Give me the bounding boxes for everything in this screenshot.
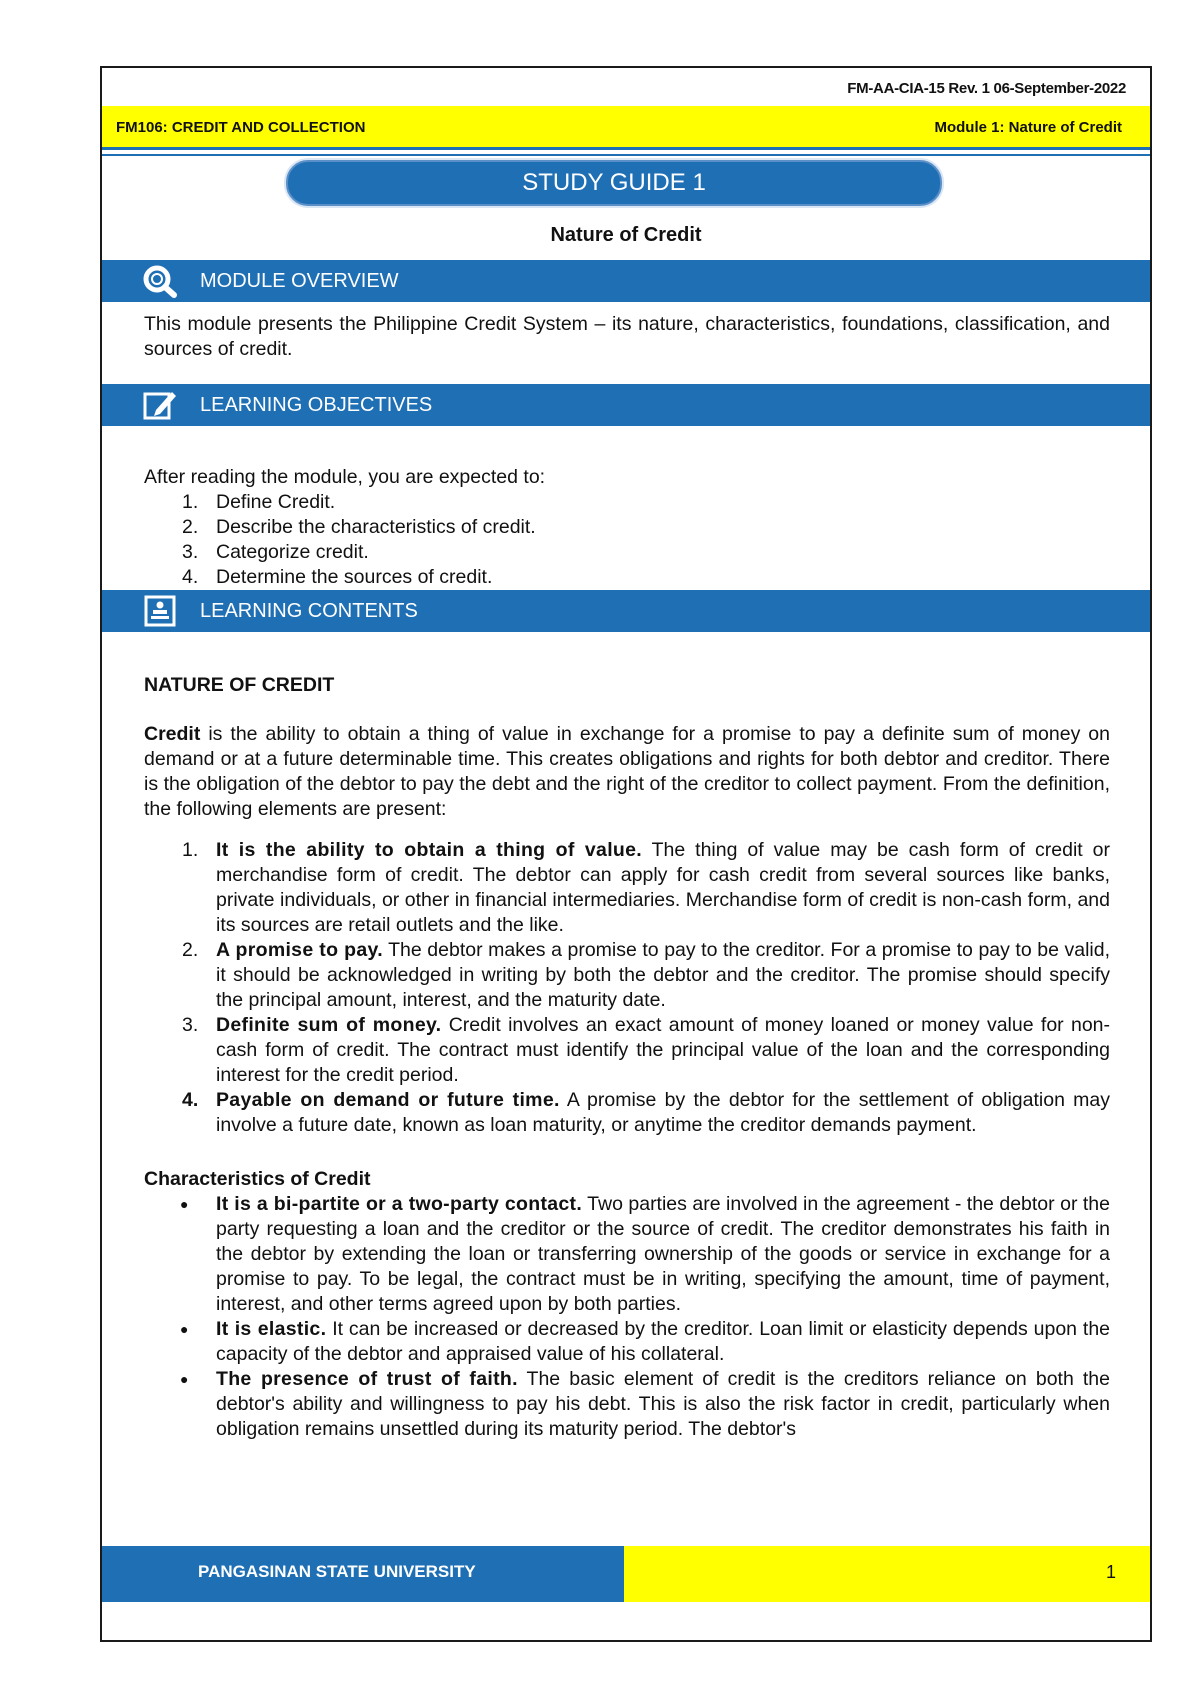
course-header bbox=[102, 106, 1150, 150]
list-item bbox=[144, 490, 1110, 515]
credit-term: Credit bbox=[144, 723, 201, 745]
header-divider bbox=[102, 154, 1150, 156]
item-text: Credit involves an exact amount of money loaned or money value for non-cash form of credit. The contract must identify the principal value of the loan and the corresponding interest for the credit period. bbox=[216, 1014, 1111, 1086]
module-title: Module 1: Nature of Credit bbox=[934, 119, 1122, 136]
page-number: 1 bbox=[1105, 1562, 1116, 1582]
module-overview-label: MODULE OVERVIEW bbox=[200, 270, 399, 292]
objectives-list bbox=[144, 490, 1110, 590]
objectives-intro: After reading the module, you are expected to: bbox=[144, 466, 546, 488]
learning-contents-label: LEARNING CONTENTS bbox=[200, 600, 418, 622]
learning-contents-bar bbox=[102, 590, 1150, 632]
item-lead: A promise to pay. bbox=[216, 939, 383, 961]
list-item bbox=[144, 938, 1110, 1013]
item-lead: Definite sum of money. bbox=[216, 1014, 442, 1036]
list-item bbox=[144, 515, 1110, 540]
learning-objectives-bar bbox=[102, 384, 1150, 426]
list-item bbox=[144, 1192, 1110, 1317]
item-number: 4. bbox=[182, 566, 199, 588]
characteristics-heading: Characteristics of Credit bbox=[144, 1168, 371, 1190]
list-item bbox=[144, 838, 1110, 938]
item-lead: The presence of trust of faith. bbox=[216, 1368, 518, 1390]
item-text: Two parties are involved in the agreement - the debtor or the party requesting a loan and the creditor or the source of credit. The creditor demonstrates his faith in the debtor by extending the loan or transferring ownership of the goods or service in exchange for a promise to pay. To be legal, the contract must be in writing, specifying the amount, time of payment, interest, and other terms agreed upon by both parties. bbox=[216, 1193, 1110, 1315]
item-lead: Payable on demand or future time. bbox=[216, 1089, 560, 1111]
item-lead: It is the ability to obtain a thing of value. bbox=[216, 839, 642, 861]
item-text: Describe the characteristics of credit. bbox=[216, 516, 536, 538]
bullet-icon: ● bbox=[180, 1321, 189, 1337]
characteristics-list bbox=[144, 1192, 1110, 1442]
list-item bbox=[144, 1317, 1110, 1367]
item-text: Determine the sources of credit. bbox=[216, 566, 493, 588]
page-title: Nature of Credit bbox=[550, 224, 702, 246]
study-guide-banner: STUDY GUIDE 1 bbox=[286, 160, 942, 206]
page-frame bbox=[100, 66, 1152, 1642]
credit-definition bbox=[144, 722, 1110, 822]
learning-objectives-label: LEARNING OBJECTIVES bbox=[200, 394, 433, 416]
course-title: FM106: CREDIT AND COLLECTION bbox=[116, 119, 366, 136]
item-number: 1. bbox=[182, 491, 199, 513]
document-icon bbox=[142, 594, 178, 628]
credit-elements-list bbox=[144, 838, 1110, 1138]
item-text: A promise by the debtor for the settlement of obligation may involve a future date, known as loan maturity, or anytime the creditor demands payment. bbox=[216, 1089, 1110, 1136]
item-number: 2. bbox=[182, 939, 199, 961]
item-number: 4. bbox=[182, 1089, 199, 1111]
list-item bbox=[144, 1013, 1110, 1088]
list-item bbox=[144, 1088, 1110, 1138]
item-text: The debtor makes a promise to pay to the creditor. For a promise to pay to be valid, it should be acknowledged in writing by both the debtor and the creditor. The promise should specify the principal amount, interest, and the maturity date. bbox=[216, 939, 1110, 1011]
list-item bbox=[144, 540, 1110, 565]
item-text: Define Credit. bbox=[216, 491, 336, 513]
item-text: Categorize credit. bbox=[216, 541, 369, 563]
magnifier-icon bbox=[142, 264, 178, 298]
list-item bbox=[144, 1367, 1110, 1442]
overview-text: This module presents the Philippine Credit System – its nature, characteristics, foundations, classification, and sources of credit. bbox=[144, 313, 1110, 360]
bullet-icon: ● bbox=[180, 1196, 189, 1212]
item-lead: It is a bi-partite or a two-party contact. bbox=[216, 1193, 583, 1215]
item-number: 3. bbox=[182, 541, 199, 563]
item-text: The basic element of credit is the creditors reliance on both the debtor's ability and willingness to pay his debt. This is also the risk factor in credit, particularly when obligation remains unsettled during its maturity period. The debtor's bbox=[216, 1368, 1110, 1440]
footer-yellow-panel bbox=[624, 1546, 1150, 1602]
module-overview-bar bbox=[102, 260, 1150, 302]
item-number: 3. bbox=[182, 1014, 199, 1036]
credit-definition-text: is the ability to obtain a thing of value in exchange for a promise to pay a definite sum of money on demand or at a future determinable time. This creates obligations and rights for both debtor and creditor. There is the obligation of the debtor to pay the debt and the right of the creditor to collect payment. From the definition, the following elements are present: bbox=[144, 723, 1110, 820]
document-code: FM-AA-CIA-15 Rev. 1 06-September-2022 bbox=[847, 80, 1126, 97]
item-number: 2. bbox=[182, 516, 199, 538]
nature-of-credit-heading: NATURE OF CREDIT bbox=[144, 674, 335, 696]
page-footer bbox=[102, 1546, 1150, 1602]
item-number: 1. bbox=[182, 839, 199, 861]
item-lead: It is elastic. bbox=[216, 1318, 327, 1340]
university-name: PANGASINAN STATE UNIVERSITY bbox=[198, 1562, 476, 1581]
item-text: The thing of value may be cash form of credit or merchandise form of credit. The debtor can apply for cash credit from several sources like banks, private individuals, or other in financial intermediaries. Merchandise form of credit is non-cash form, and its sources are retail outlets and the like. bbox=[216, 839, 1110, 936]
bullet-icon: ● bbox=[180, 1371, 189, 1387]
list-item bbox=[144, 565, 1110, 590]
item-text: It can be increased or decreased by the creditor. Loan limit or elasticity depends upon the capacity of the debtor and appraised value of his collateral. bbox=[216, 1318, 1111, 1365]
edit-icon bbox=[142, 388, 178, 422]
